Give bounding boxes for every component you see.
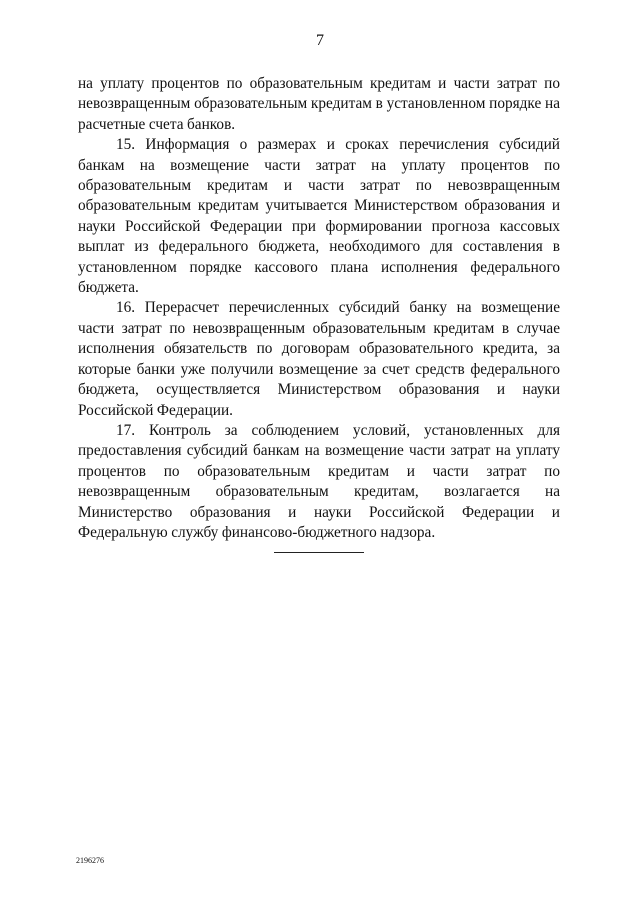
document-code: 2196276	[76, 856, 104, 865]
paragraph-16: 16. Перерасчет перечисленных субсидий банку на возмещение части затрат по невозвращенным образовательным кредитам в случае исполнения обязательств по договорам образовательного кредита, за которые банки уже получили возмещение за счет средств федерального бюджета, осуществляется Министерством образования и науки Российской Федерации.	[78, 299, 560, 419]
page-number: 7	[316, 32, 324, 49]
closing-separator-line	[274, 552, 364, 553]
paragraph-17: 17. Контроль за соблюдением условий, установленных для предоставления субсидий банкам на возмещение части затрат на уплату процентов по образовательным кредитам и части затрат по невозвращенным образовательным кредитам, возлагается на Министерство образования и науки Российской Федерации и Федеральную службу финансово-бюджетного надзора.	[78, 421, 560, 541]
document-body	[78, 74, 560, 543]
paragraph-15: 15. Информация о размерах и сроках перечисления субсидий банкам на возмещение части затрат на уплату процентов по образовательным кредитам и части затрат по невозвращенным образовательным кредитам учитывается Министерством образования и науки Российской Федерации при формировании прогноза кассовых выплат из федерального бюджета, необходимого для составления в установленном порядке кассового плана исполнения федерального бюджета.	[78, 136, 560, 297]
paragraph-continuation: на уплату процентов по образовательным кредитам и части затрат по невозвращенным образовательным кредитам в установленном порядке на расчетные счета банков.	[78, 75, 560, 133]
